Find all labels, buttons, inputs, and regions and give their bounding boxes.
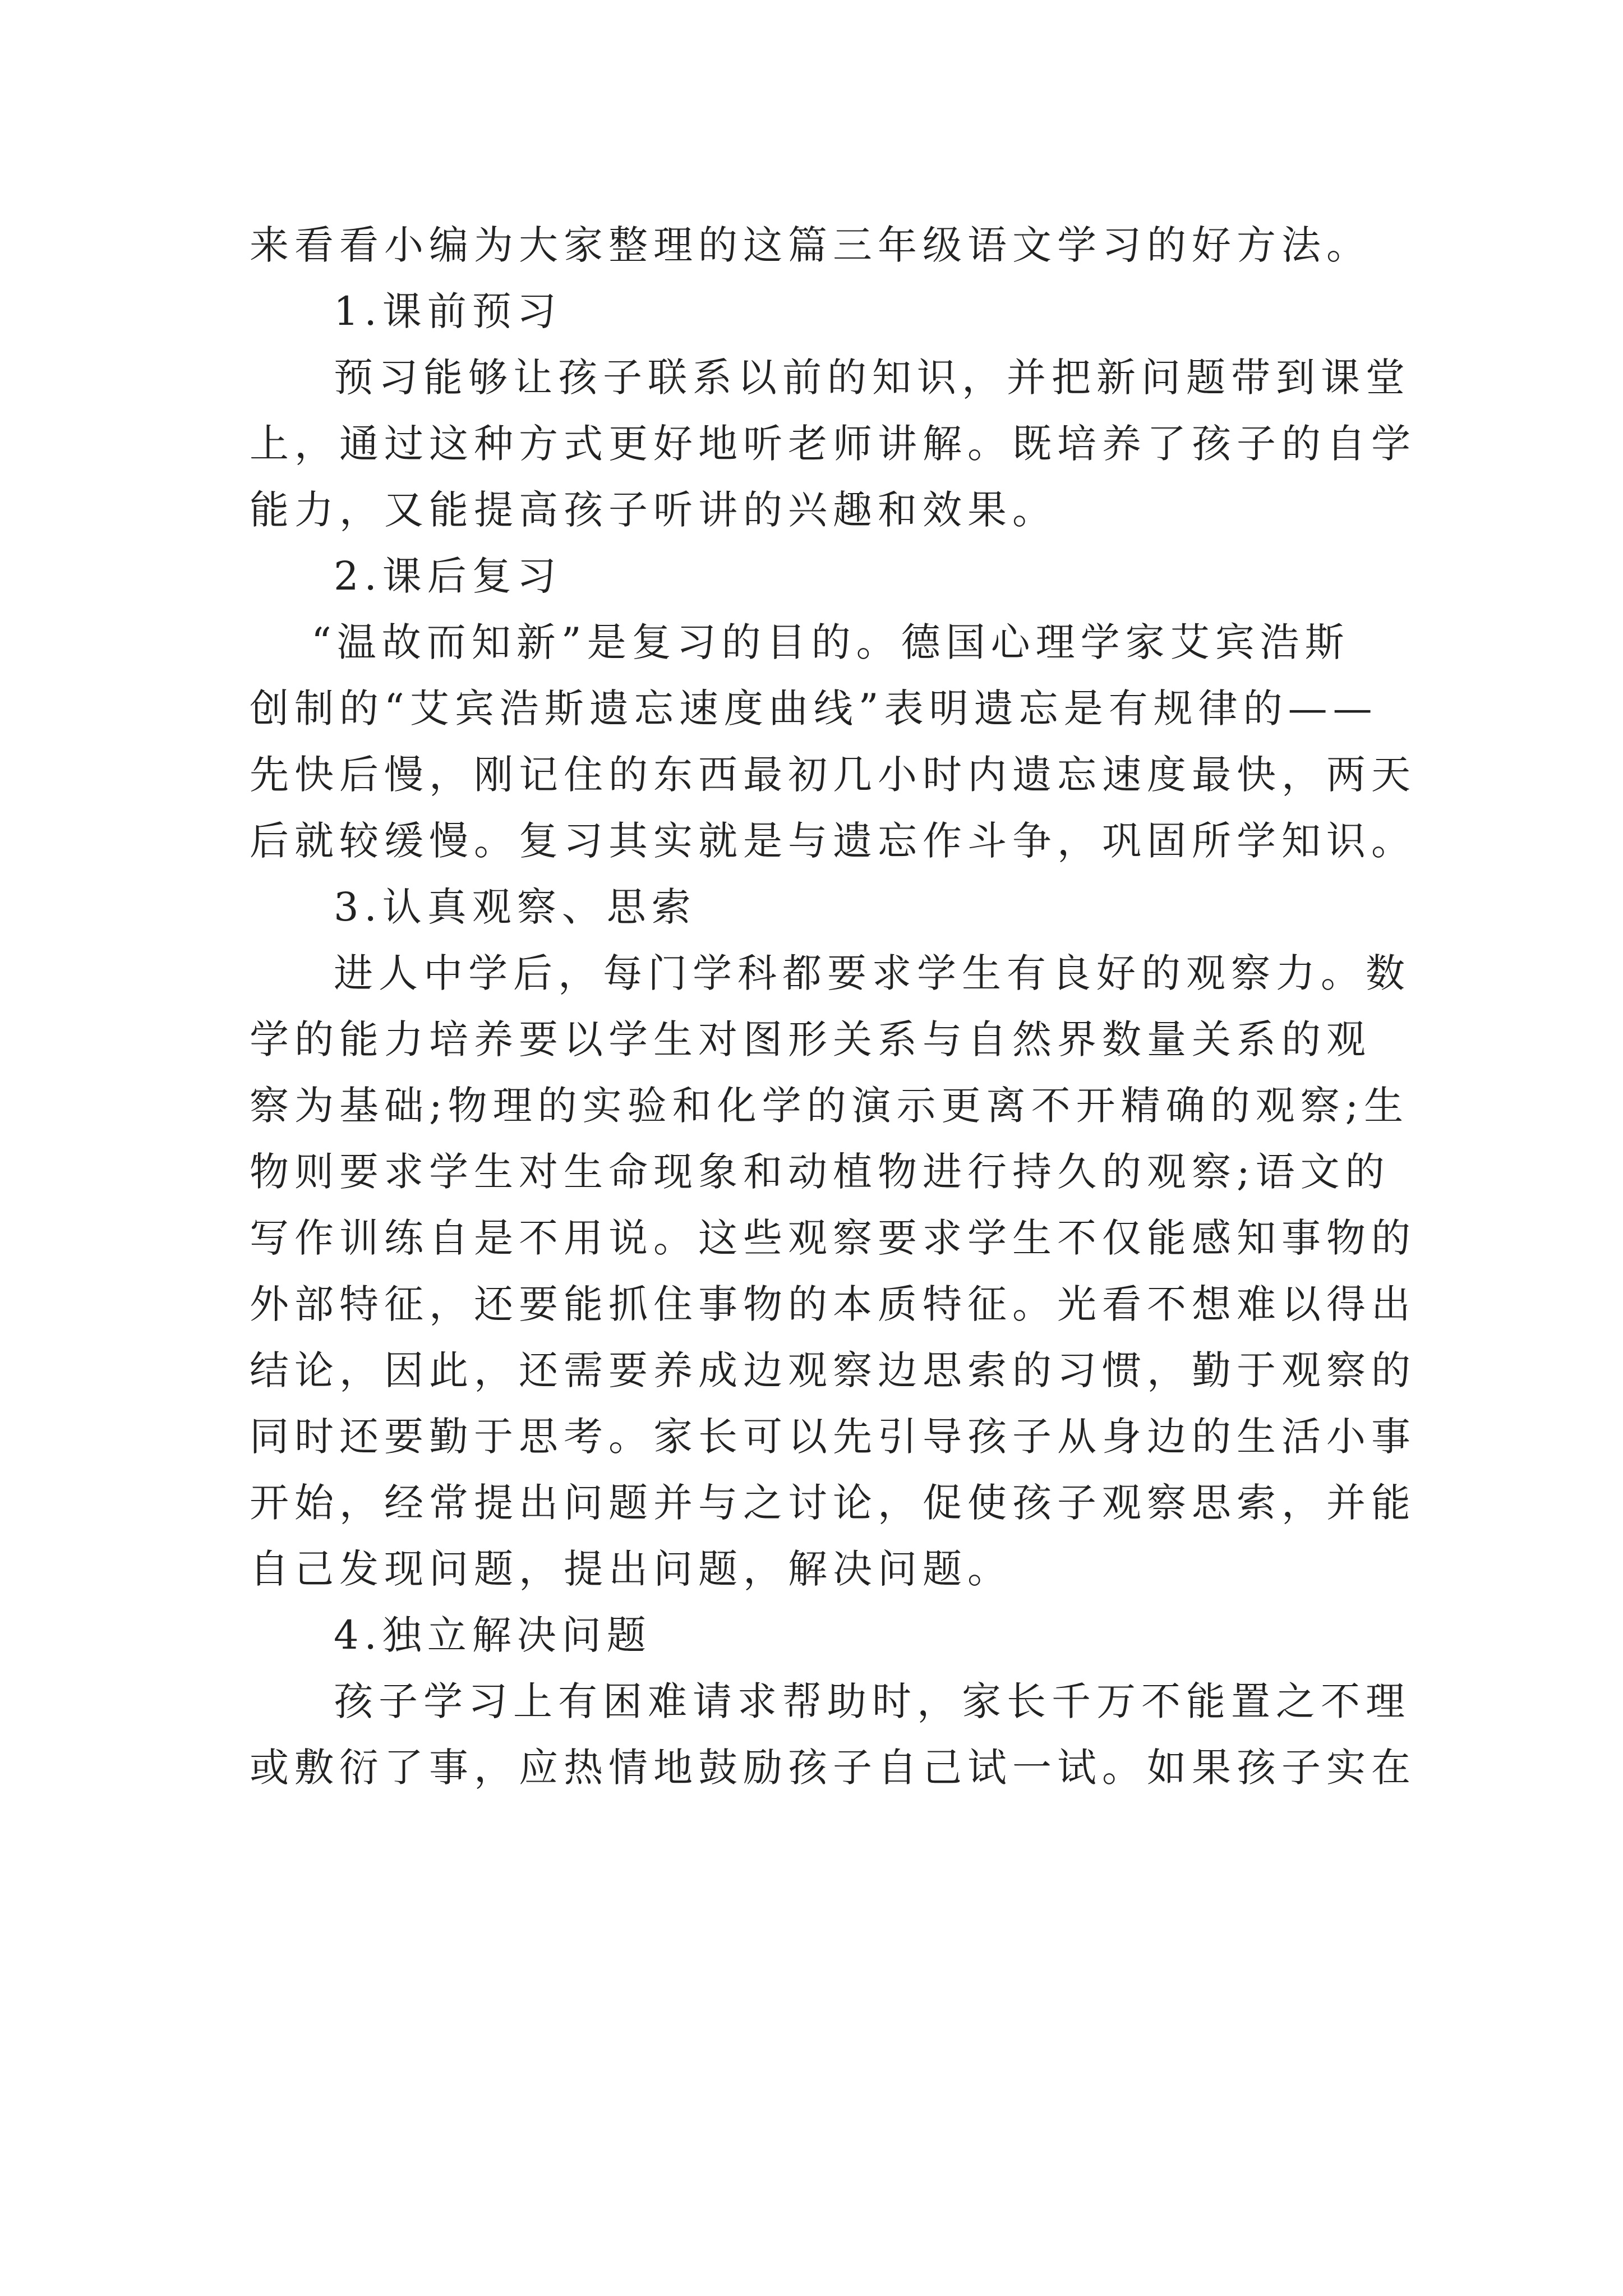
- text-line: 进人中学后，每门学科都要求学生有良好的观察力。数: [334, 950, 1410, 996]
- text-line: 察为基础;物理的实验和化学的演示更离不开精确的观察;生: [250, 1083, 1409, 1129]
- text-line: 结论，因此，还需要养成边观察边思索的习惯，勤于观察的: [250, 1347, 1416, 1393]
- text-line: 物则要求学生对生命现象和动植物进行持久的观察;语文的: [250, 1149, 1390, 1195]
- text-line: 学的能力培养要以学生对图形关系与自然界数量关系的观: [250, 1016, 1371, 1062]
- text-line: “温故而知新”是复习的目的。德国心理学家艾宾浩斯: [311, 619, 1350, 665]
- text-line: 先快后慢，刚记住的东西最初几小时内遗忘速度最快，两天: [250, 752, 1416, 798]
- section-heading: 1.课前预习: [334, 288, 562, 334]
- text-line: 开始，经常提出问题并与之讨论，促使孩子观察思索，并能: [250, 1480, 1416, 1526]
- text-line: 孩子学习上有困难请求帮助时，家长千万不能置之不理: [334, 1678, 1410, 1724]
- section-heading: 4.独立解决问题: [334, 1612, 652, 1658]
- section-heading: 3.认真观察、思索: [334, 884, 697, 930]
- section-heading: 2.课后复习: [334, 553, 562, 599]
- text-line: 外部特征，还要能抓住事物的本质特征。光看不想难以得出: [250, 1281, 1416, 1327]
- text-line: 自己发现问题，提出问题，解决问题。: [250, 1546, 1012, 1592]
- text-line: 或敷衍了事，应热情地鼓励孩子自己试一试。如果孩子实在: [250, 1745, 1416, 1791]
- text-line: 创制的“艾宾浩斯遗忘速度曲线”表明遗忘是有规律的——: [250, 685, 1378, 731]
- text-line: 预习能够让孩子联系以前的知识，并把新问题带到课堂: [334, 355, 1410, 401]
- text-line: 来看看小编为大家整理的这篇三年级语文学习的好方法。: [250, 222, 1371, 268]
- document-body: [250, 212, 1416, 1801]
- text-line: 上，通过这种方式更好地听老师讲解。既培养了孩子的自学: [250, 421, 1416, 467]
- text-line: 能力，又能提高孩子听讲的兴趣和效果。: [250, 487, 1057, 533]
- text-line: 写作训练自是不用说。这些观察要求学生不仅能感知事物的: [250, 1215, 1416, 1261]
- text-line: 同时还要勤于思考。家长可以先引导孩子从身边的生活小事: [250, 1414, 1416, 1460]
- text-line: 后就较缓慢。复习其实就是与遗忘作斗争，巩固所学知识。: [250, 818, 1416, 864]
